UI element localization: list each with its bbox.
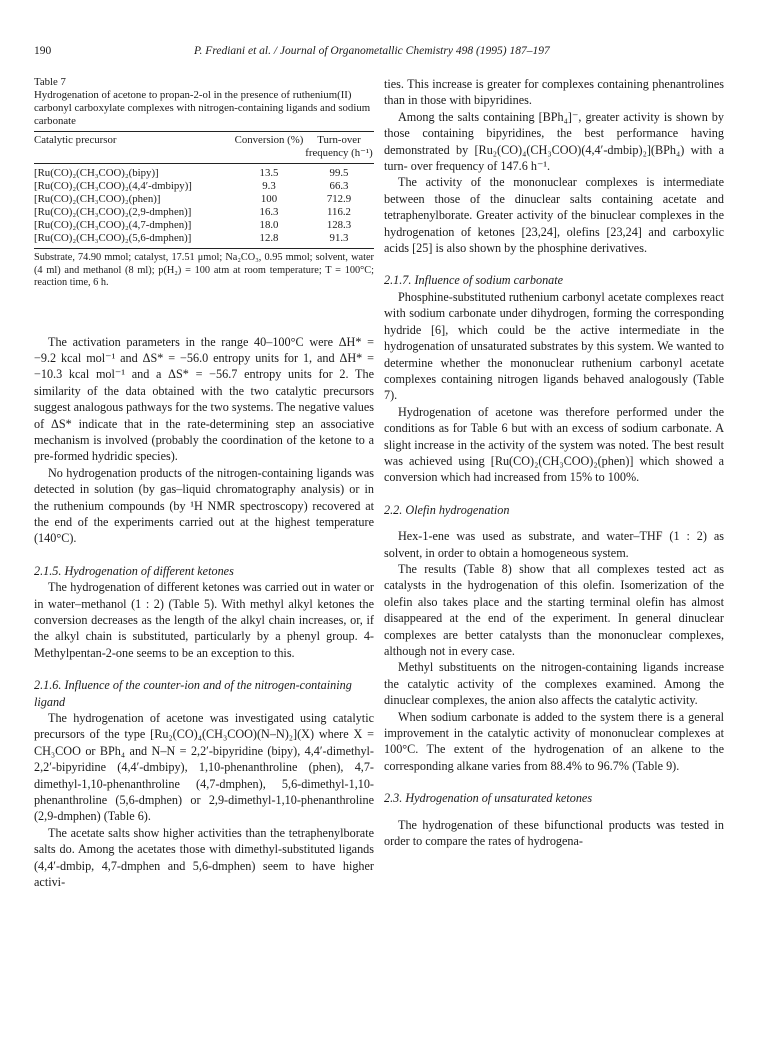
table-caption: Hydrogenation of acetone to propan-2-ol in the presence of ruthenium(II) carbonyl carboxylate complexes with nitrogen-containing ligands and sodium carbonate [34,89,371,127]
paragraph: The acetate salts show higher activities than the tetraphenylborate salts do. Among the acetates those with dimethyl-substituted ligands (4,4′-dmbip, 4,7-dmphen and 5,6-dmphen) seem to have higher activi- [34,825,374,890]
page-header [34,45,734,61]
cell-conversion: 18.0 [259,219,279,231]
page-number: 190 [34,45,52,57]
cell-precursor: [Ru(CO)₂(CH₃COO)₂(4,7-dmphen)] [34,219,192,231]
cell-tof: 128.3 [326,219,352,231]
paragraph: When sodium carbonate is added to the system there is a general improvement in the catalytic activity of mononuclear complexes at 100°C. The extent of the hydrogenation of an alkene to the corresponding alkane varies from 88.4% to 96.7% (Table 9). [384,709,724,773]
cell-precursor: [Ru(CO)₂(CH₃COO)₂(4,4′-dmbipy)] [34,180,192,192]
section-heading: 2.3. Hydrogenation of unsaturated ketones [384,791,593,806]
paragraph: The hydrogenation of acetone was investigated using catalytic precursors of the type [Ru₂(CO)₄(CH₃COO)(N–N)₂](X) where X = CH₃COO or BPh₄ and N–N = 2,2′-bipyridine (bipy), 4,4′-dimethyl-2,2′-bipyridine (4,4′-dmbipy), 1,10-phenanthroline (phen), 4,7-dimethyl-1,10-phenanthroline (4,7-dmphen), 5,6-dimethyl-1,10-phenanthroline (5,6-dmphen) or 2,9-dimethyl-1,10-phenanthroline (2,9-dmphen) (Table 6). [34,711,374,824]
paragraph: Hydrogenation of acetone was therefore performed under the conditions as for Table 6 but with an excess of sodium carbonate. A slight increase in the activity of the system was noted. The best result was achieved using [Ru(CO)₂(CH₃COO)₂(phen)] which showed a conversion which had increased from 15% to 100%. [384,404,724,485]
section-heading: 2.1.7. Influence of sodium carbonate [384,273,564,288]
table-row [34,219,374,232]
col-header-tof: Turn-over frequency (h⁻¹) [304,132,374,164]
section-heading: 2.2. Olefin hydrogenation [384,502,510,517]
col-header-precursor: Catalytic precursor [34,132,234,164]
section-heading: 2.1.5. Hydrogenation of different ketones [34,563,234,578]
cell-precursor: [Ru(CO)₂(CH₃COO)₂(2,9-dmphen)] [34,206,192,218]
cell-conversion: 9.3 [262,180,276,192]
paragraph: Methyl substituents on the nitrogen-containing ligands increase the catalytic activity of the complexes examined. Among the dinuclear complexes, the anion also affects the catalytic activity. [384,660,724,708]
paragraph: Hex-1-ene was used as substrate, and water–THF (1 : 2) as solvent, in order to obtain a homogeneous system. [384,529,724,560]
paragraph: The hydrogenation of different ketones was carried out in water or in water–methanol (1 : 2) (Table 5). With methyl alkyl ketones the conversion decreases as the length of the alkyl chain increases, or, if the alkyl chain is substituted, particularly by a phenyl group. 4-Methylpentan-2-one seems to be an exception to this. [34,580,374,660]
paragraph: Among the salts containing [BPh₄]⁻, greater activity is shown by those containing bipyridines, the best performance having demonstrated by [Ru₂(CO)₄(CH₃COO)(4,4′-dmbip)₂](BPh₄) with a turn- over frequency of 147.6 h⁻¹. [384,109,724,174]
paragraph: No hydrogenation products of the nitrogen-containing ligands was detected in solution (by gas–liquid chromatography analysis) or in the ruthenium compounds (by ¹H NMR spectroscopy) recovered at the end of the experiments carried out at the highest temperature (140°C). [34,465,374,546]
paragraph: The hydrogenation of these bifunctional products was tested in order to compare the rates of hydrogena- [384,817,724,849]
table-7 [34,76,374,290]
paragraph: The activity of the mononuclear complexes is intermediate between those of the dinuclear salts containing acetate and tetraphenylborate. Greater activity of the binuclear complexes in the hydrogenation of ketones [23,24], olefins [23,24] and carboxylic acids [25] is also shown by the phosphine derivatives. [384,175,724,256]
cell-tof: 116.2 [327,206,351,218]
running-title: P. Frediani et al. / Journal of Organometallic Chemistry 498 (1995) 187–197 [194,45,550,57]
paragraph: The results (Table 8) show that all complexes tested act as catalysts in the hydrogenation of this olefin. Isomerization of the olefin also takes place and the starting terminal olefin has almost disappeared at the end of the experiment. In general dinuclear complexes are better catalysts than the mononuclear complexes, although not in every case. [384,561,724,658]
right-column [384,76,724,849]
cell-precursor: [Ru(CO)₂(CH₃COO)₂(phen)] [34,193,161,205]
cell-tof: 91.3 [304,232,374,249]
paragraph: The activation parameters in the range 40–100°C were ΔH* = −9.2 kcal mol⁻¹ and ΔS* = −56.0 entropy units for 1, and ΔH* = −10.3 kcal mol⁻¹ and a ΔS* = −56.7 entropy units for 2. The similarity of the data obtained with the two catalytic precursors suggest analogous pathways for the two systems. The negative values of ΔS* indicate that in the rate-determining step an associative mechanism is involved (probably the coordination of the ketone to a pre-formed hydridic species). [34,334,374,464]
table-7-grid [34,131,374,249]
table-label: Table 7 [34,76,66,88]
table-row [34,180,374,193]
cell-conversion: 12.8 [234,232,304,249]
paragraph: ties. This increase is greater for complexes containing phenantrolines than in those with bipyridines. [384,77,724,108]
paragraph: Phosphine-substituted ruthenium carbonyl acetate complexes react with sodium carbonate under dihydrogen, forming the corresponding hydride [6], which could be the active intermediate in the hydrogenation of unsaturated substrates by this system. We wanted to determine whether the mononuclear ruthenium carbonyl acetate complexes containing nitrogen ligands behaved analogously (Table 7). [384,289,724,403]
col-header-conversion: Conversion (%) [234,132,304,164]
cell-tof: 99.5 [329,167,349,179]
table-row [34,164,374,181]
section-heading: 2.1.6. Influence of the counter-ion and of the nitrogen-containing ligand [34,678,352,709]
cell-tof: 66.3 [329,180,349,192]
cell-conversion: 16.3 [259,206,279,218]
cell-precursor: [Ru(CO)₂(CH₃COO)₂(5,6-dmphen)] [34,232,234,249]
left-column [34,76,374,891]
cell-conversion: 13.5 [259,167,279,179]
cell-conversion: 100 [260,193,278,205]
table-row [34,206,374,219]
table-row [34,232,374,249]
table-header-row [34,132,374,164]
cell-tof: 712.9 [326,193,352,205]
table-row [34,193,374,206]
cell-precursor: [Ru(CO)₂(CH₃COO)₂(bipy)] [34,167,159,179]
table-footnote: Substrate, 74.90 mmol; catalyst, 17.51 μmol; Na₂CO₃, 0.95 mmol; solvent, water (4 ml) and methanol (8 ml); p(H₂) = 100 atm at room temperature; T = 100°C; reaction time, 6 h. [34,252,374,288]
